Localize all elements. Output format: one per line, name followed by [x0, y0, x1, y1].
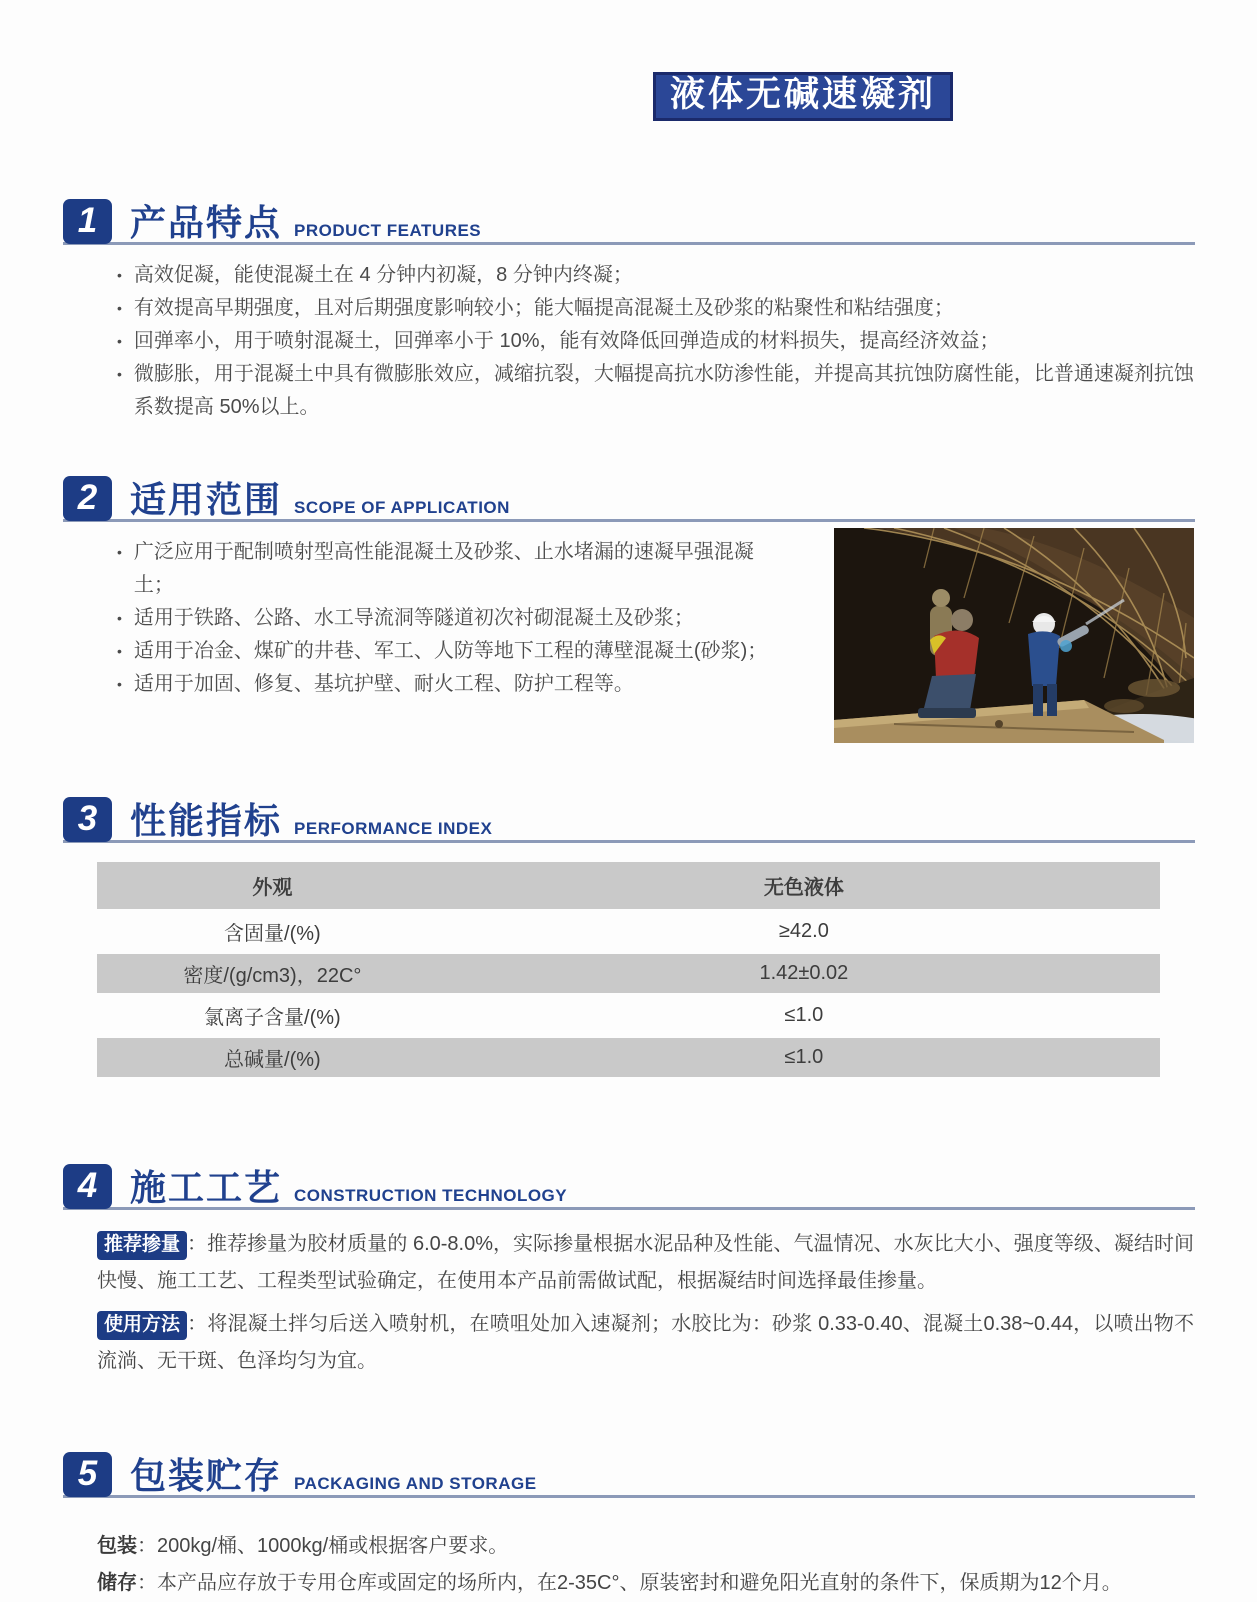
section-2-title-zh: 适用范围: [130, 478, 283, 520]
section-4-number-badge: 4: [63, 1164, 112, 1209]
section-1-title-en: PRODUCT FEATURES: [294, 220, 482, 240]
bullet-text: 适用于铁路、公路、水工导流洞等隧道初次衬砌混凝土及砂浆；: [133, 606, 694, 629]
section-5-title-zh: 包装贮存: [130, 1454, 283, 1496]
section-4-header: [63, 1164, 1195, 1210]
table-cell-param: 密度/(g/cm3)，22C°: [183, 964, 362, 987]
table-row: [97, 994, 1160, 1036]
bullet-dot-icon: •: [117, 609, 122, 626]
bullet-text: 适用于加固、修复、基坑护壁、耐火工程、防护工程等。: [133, 672, 634, 695]
packaging-storage-content: [97, 1528, 1194, 1602]
table-cell-value: 无色液体: [763, 876, 844, 899]
product-features-list: [117, 259, 1197, 424]
packaging-label: 包装: [97, 1534, 137, 1557]
list-item: [117, 668, 774, 701]
section-2-header: [63, 476, 1195, 522]
dosage-text: ：推荐掺量为胶材质量的 6.0-8.0%，实际掺量根据水泥品种及性能、气温情况、水灰比大小、强度等级、凝结时间快慢、施工工艺、工程类型试验确定，在使用本产品前需做试配，根据凝结时间选择最佳掺量。: [97, 1232, 1194, 1292]
section-5-header: [63, 1452, 1195, 1498]
list-item: [117, 259, 1197, 292]
table-row: [97, 860, 1160, 910]
bullet-text: 微膨胀，用于混凝土中具有微膨胀效应，减缩抗裂，大幅提高抗水防渗性能，并提高其抗蚀防腐性能，比普通速凝剂抗蚀系数提高 50%以上。: [133, 362, 1194, 418]
section-5-number-badge: 5: [63, 1452, 112, 1497]
table-row: [97, 952, 1160, 994]
table-cell-value: 1.42±0.02: [759, 961, 849, 984]
table-cell-value: ≥42.0: [778, 919, 829, 942]
dosage-paragraph: [97, 1226, 1194, 1300]
list-item: [117, 536, 774, 602]
bullet-dot-icon: •: [117, 299, 122, 316]
bullet-dot-icon: •: [117, 266, 122, 283]
storage-text: ：本产品应存放于专用仓库或固定的场所内，在2-35C°、原装密封和避免阳光直射的条件下，保质期为12个月。: [137, 1571, 1122, 1594]
bullet-dot-icon: •: [117, 642, 122, 659]
construction-technology-content: [97, 1226, 1194, 1380]
table-row: [97, 910, 1160, 952]
usage-text: ：将混凝土拌匀后送入喷射机，在喷咀处加入速凝剂；水胶比为：砂浆 0.33-0.40、混凝土0.38~0.44，以喷出物不流淌、无干斑、色泽均匀为宜。: [97, 1312, 1194, 1372]
section-3-title-zh: 性能指标: [130, 799, 283, 841]
bullet-text: 有效提高早期强度，且对后期强度影响较小；能大幅提高混凝土及砂浆的粘聚性和粘结强度；: [133, 296, 954, 319]
section-1-header: [63, 199, 1195, 245]
table-cell-param: 外观: [252, 876, 293, 899]
storage-line: [97, 1565, 1194, 1602]
bullet-dot-icon: •: [117, 675, 122, 692]
table-cell-param: 总碱量/(%): [224, 1048, 321, 1071]
table-cell-value: ≤1.0: [784, 1003, 824, 1026]
list-item: [117, 325, 1197, 358]
usage-paragraph: [97, 1306, 1194, 1380]
section-1-number-badge: 1: [63, 199, 112, 244]
table-row: [97, 1036, 1160, 1078]
table-cell-value: ≤1.0: [784, 1045, 824, 1068]
table-cell-param: 含固量/(%): [224, 922, 321, 945]
dosage-badge: 推荐掺量: [97, 1231, 187, 1260]
tunnel-construction-photo: [834, 528, 1194, 743]
bullet-text: 回弹率小，用于喷射混凝土，回弹率小于 10%，能有效降低回弹造成的材料损失，提高经济效益；: [133, 329, 1000, 352]
section-4-title-zh: 施工工艺: [130, 1166, 283, 1208]
bullet-dot-icon: •: [117, 543, 122, 560]
section-2-number-badge: 2: [63, 476, 112, 521]
bullet-dot-icon: •: [117, 365, 122, 382]
usage-badge: 使用方法: [97, 1311, 187, 1340]
section-3-number-badge: 3: [63, 797, 112, 842]
bullet-text: 广泛应用于配制喷射型高性能混凝土及砂浆、止水堵漏的速凝早强混凝土；: [133, 540, 754, 596]
list-item: [117, 635, 774, 668]
scope-list: [117, 536, 774, 743]
section-4-title-en: CONSTRUCTION TECHNOLOGY: [294, 1185, 568, 1205]
bullet-text: 高效促凝，能使混凝土在 4 分钟内初凝，8 分钟内终凝；: [133, 263, 633, 286]
packaging-text: ：200kg/桶、1000kg/桶或根据客户要求。: [137, 1534, 509, 1557]
section-5-title-en: PACKAGING AND STORAGE: [294, 1473, 537, 1493]
bullet-dot-icon: •: [117, 332, 122, 349]
section-2-title-en: SCOPE OF APPLICATION: [294, 497, 510, 517]
bullet-text: 适用于冶金、煤矿的井巷、军工、人防等地下工程的薄壁混凝土(砂浆)；: [133, 639, 768, 662]
list-item: [117, 602, 774, 635]
list-item: [117, 292, 1197, 325]
section-3-header: [63, 797, 1195, 843]
page-title: 液体无碱速凝剂: [653, 72, 953, 121]
storage-label: 储存: [97, 1571, 137, 1594]
performance-index-table: [97, 859, 1160, 1080]
table-cell-param: 氯离子含量/(%): [204, 1006, 341, 1029]
section-3-title-en: PERFORMANCE INDEX: [294, 818, 493, 838]
section-1-title-zh: 产品特点: [130, 201, 283, 243]
packaging-line: [97, 1528, 1194, 1565]
list-item: [117, 358, 1197, 424]
